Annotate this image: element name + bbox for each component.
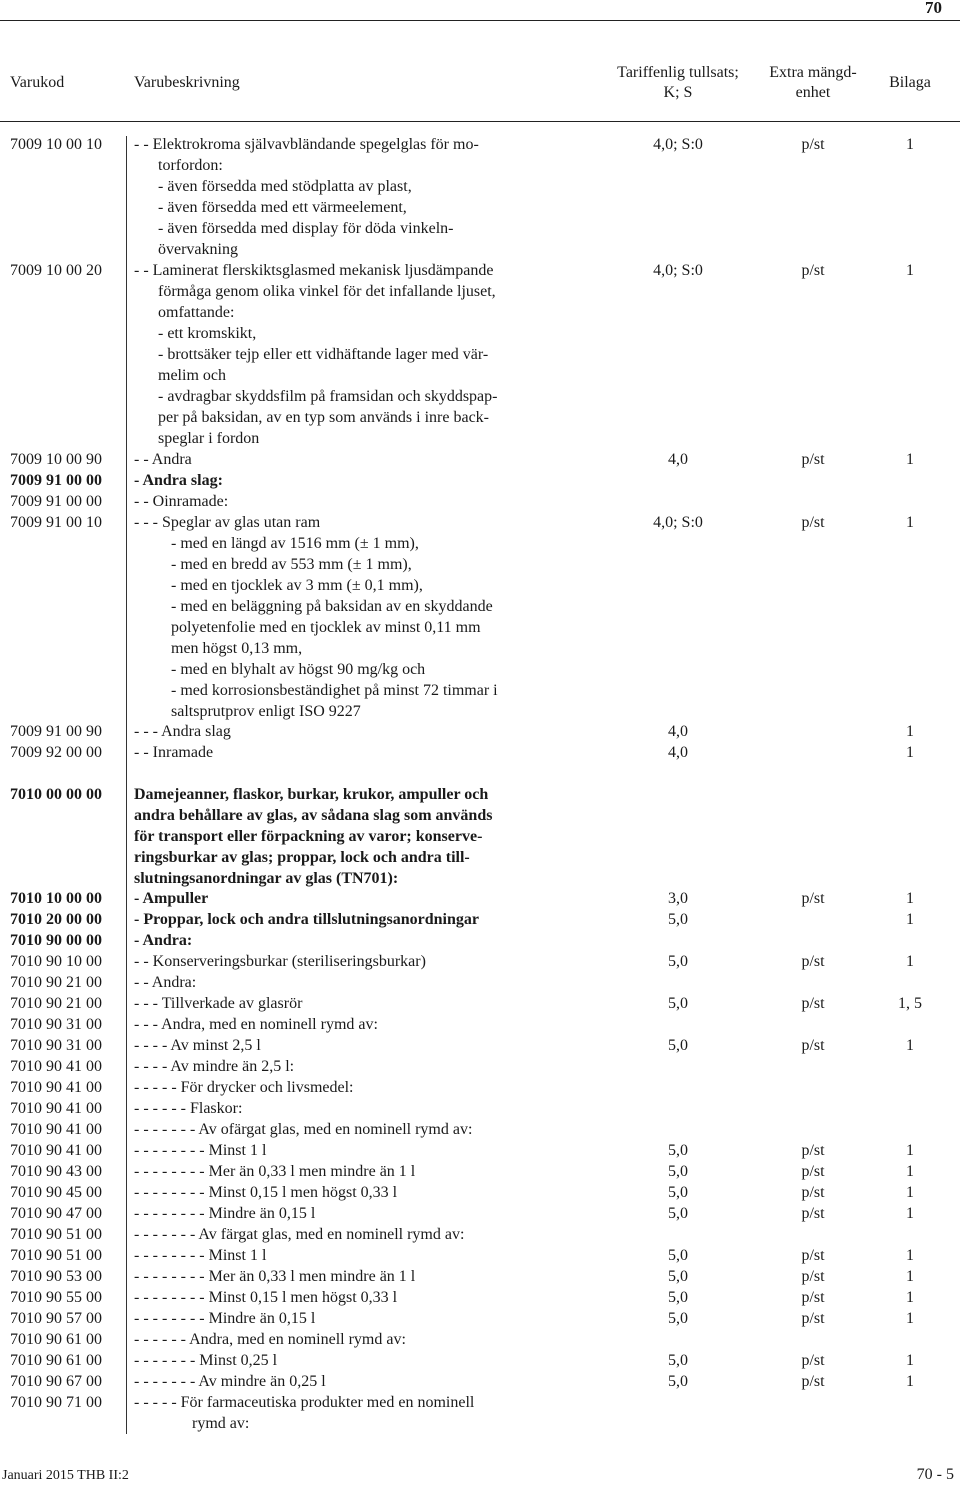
row-unit: p/st: [801, 262, 825, 279]
row-description-line: rymd av:: [192, 1415, 250, 1432]
page-number: 70: [925, 0, 942, 17]
footer-right: 70 - 5: [916, 1466, 954, 1483]
row-description-line: torfordon:: [158, 157, 223, 174]
row-bilaga: 1, 5: [898, 995, 922, 1012]
row-bilaga: 1: [906, 744, 914, 761]
row-code: 7010 90 31 00: [10, 1037, 102, 1054]
header-unit-line1: Extra mängd-: [769, 64, 857, 81]
row-code: 7010 90 61 00: [10, 1331, 102, 1348]
row-unit: p/st: [801, 1247, 825, 1264]
row-description-line: melim och: [158, 367, 226, 384]
row-unit: p/st: [801, 1310, 825, 1327]
row-code: 7010 90 57 00: [10, 1310, 102, 1327]
row-bilaga: 1: [906, 1163, 914, 1180]
row-description-line: - - - - - - - - Mindre än 0,15 l: [134, 1205, 316, 1222]
row-unit: p/st: [801, 1289, 825, 1306]
row-description-line: saltsprutprov enligt ISO 9227: [171, 703, 361, 720]
row-description-line: - - Inramade: [134, 744, 214, 761]
row-code: 7010 90 53 00: [10, 1268, 102, 1285]
row-bilaga: 1: [906, 1373, 914, 1390]
row-description-line: men högst 0,13 mm,: [171, 640, 303, 657]
row-unit: p/st: [801, 1352, 825, 1369]
row-description-line: förmåga genom olika vinkel för det infallande ljuset,: [158, 283, 496, 300]
header-unit: [758, 63, 868, 103]
row-bilaga: 1: [906, 1142, 914, 1159]
row-rate: 5,0: [668, 1352, 688, 1369]
row-description-line: - - Laminerat flerskiktsglasmed mekanisk ljusdämpande: [134, 262, 494, 279]
row-code: 7009 91 00 00: [10, 472, 102, 489]
row-rate: 5,0: [668, 1184, 688, 1201]
row-code: 7010 90 00 00: [10, 932, 102, 949]
row-code: 7009 91 00 00: [10, 493, 102, 510]
row-description-line: - - - - - - - Minst 0,25 l: [134, 1352, 278, 1369]
row-description-line: - - - - - - Andra, med en nominell rymd av:: [134, 1331, 406, 1348]
row-code: 7009 91 00 90: [10, 723, 102, 740]
row-code: 7010 90 31 00: [10, 1016, 102, 1033]
row-code: 7010 90 51 00: [10, 1247, 102, 1264]
row-description-line: - - - - - - - - Mer än 0,33 l men mindre än 1 l: [134, 1268, 416, 1285]
row-code: 7010 90 21 00: [10, 974, 102, 991]
row-rate: 5,0: [668, 953, 688, 970]
row-description-line: - med en längd av 1516 mm (± 1 mm),: [171, 535, 419, 552]
header-rate-line1: Tariffenlig tullsats;: [617, 64, 739, 81]
row-code: 7010 90 41 00: [10, 1079, 102, 1096]
row-code: 7010 90 47 00: [10, 1205, 102, 1222]
row-bilaga: 1: [906, 953, 914, 970]
row-code: 7010 90 21 00: [10, 995, 102, 1012]
row-bilaga: 1: [906, 1310, 914, 1327]
row-description-line: - Proppar, lock och andra tillslutningsanordningar: [134, 911, 479, 928]
row-code: 7010 90 45 00: [10, 1184, 102, 1201]
row-rate: 5,0: [668, 1268, 688, 1285]
header-unit-line2: enhet: [795, 84, 831, 101]
row-code: 7010 90 71 00: [10, 1394, 102, 1411]
row-bilaga: 1: [906, 1268, 914, 1285]
row-description-line: omfattande:: [158, 304, 235, 321]
row-code: 7009 10 00 10: [10, 136, 102, 153]
row-code: 7010 90 51 00: [10, 1226, 102, 1243]
row-unit: p/st: [801, 995, 825, 1012]
row-rate: 4,0: [668, 723, 688, 740]
column-divider-1: [126, 136, 127, 1434]
row-rate: 4,0; S:0: [653, 514, 703, 531]
row-description-line: andra behållare av glas, av sådana slag som används: [134, 807, 493, 824]
row-description-line: - - - - - - - - Minst 0,15 l men högst 0,33 l: [134, 1184, 398, 1201]
row-bilaga: 1: [906, 1205, 914, 1222]
header-rate: [598, 63, 758, 103]
row-unit: p/st: [801, 890, 825, 907]
header-code: Varukod: [10, 74, 65, 91]
row-rate: 4,0; S:0: [653, 262, 703, 279]
row-description-line: - - - - - För drycker och livsmedel:: [134, 1079, 354, 1096]
row-code: 7010 90 61 00: [10, 1352, 102, 1369]
row-description-line: - - - - - - - Av ofärgat glas, med en nominell rymd av:: [134, 1121, 473, 1138]
row-code: 7010 90 67 00: [10, 1373, 102, 1390]
row-bilaga: 1: [906, 1352, 914, 1369]
row-code: 7010 00 00 00: [10, 786, 102, 803]
row-description-line: slutningsanordningar av glas (TN701):: [134, 870, 399, 887]
row-rate: 5,0: [668, 1247, 688, 1264]
row-description-line: - - Andra: [134, 451, 192, 468]
row-description-line: - - - Tillverkade av glasrör: [134, 995, 303, 1012]
row-rate: 5,0: [668, 1163, 688, 1180]
column-divider-2: [126, 122, 127, 136]
row-description-line: - även försedda med stödplatta av plast,: [158, 178, 412, 195]
row-description-line: - med en bredd av 553 mm (± 1 mm),: [171, 556, 412, 573]
row-description-line: - med korrosionsbeständighet på minst 72 timmar i: [171, 682, 498, 699]
row-bilaga: 1: [906, 890, 914, 907]
row-unit: p/st: [801, 451, 825, 468]
row-rate: 5,0: [668, 1373, 688, 1390]
footer-left: Januari 2015 THB II:2: [2, 1468, 129, 1483]
row-description-line: - - Oinramade:: [134, 493, 229, 510]
row-unit: p/st: [801, 953, 825, 970]
row-unit: p/st: [801, 514, 825, 531]
row-rate: 5,0: [668, 1037, 688, 1054]
row-bilaga: 1: [906, 911, 914, 928]
row-code: 7010 20 00 00: [10, 911, 102, 928]
row-description-line: - avdragbar skyddsfilm på framsidan och skyddspap-: [158, 388, 498, 405]
row-bilaga: 1: [906, 1247, 914, 1264]
row-code: 7010 90 55 00: [10, 1289, 102, 1306]
row-rate: 4,0; S:0: [653, 136, 703, 153]
row-unit: p/st: [801, 1163, 825, 1180]
row-description-line: - - - - - - - - Minst 1 l: [134, 1247, 267, 1264]
row-bilaga: 1: [906, 1184, 914, 1201]
row-bilaga: 1: [906, 136, 914, 153]
row-rate: 5,0: [668, 1205, 688, 1222]
row-description-line: polyetenfolie med en tjocklek av minst 0,11 mm: [171, 619, 481, 636]
row-description-line: - med en beläggning på baksidan av en skyddande: [171, 598, 493, 615]
row-code: 7010 10 00 00: [10, 890, 102, 907]
row-bilaga: 1: [906, 514, 914, 531]
row-bilaga: 1: [906, 1037, 914, 1054]
row-rate: 5,0: [668, 1289, 688, 1306]
row-unit: p/st: [801, 1373, 825, 1390]
row-code: 7010 90 43 00: [10, 1163, 102, 1180]
row-code: 7010 90 41 00: [10, 1058, 102, 1075]
row-description-line: - även försedda med display för döda vinkeln-: [158, 220, 454, 237]
row-description-line: - med en tjocklek av 3 mm (± 0,1 mm),: [171, 577, 423, 594]
row-code: 7009 10 00 20: [10, 262, 102, 279]
row-code: 7009 91 00 10: [10, 514, 102, 531]
row-unit: p/st: [801, 1184, 825, 1201]
row-code: 7010 90 10 00: [10, 953, 102, 970]
row-code: 7010 90 41 00: [10, 1121, 102, 1138]
row-description-line: Damejeanner, flaskor, burkar, krukor, ampuller och: [134, 786, 489, 803]
table-header: [0, 20, 960, 122]
row-description-line: - Andra:: [134, 932, 193, 949]
row-description-line: per på baksidan, av en typ som används i inre back-: [158, 409, 490, 426]
row-bilaga: 1: [906, 262, 914, 279]
row-description-line: - ett kromskikt,: [158, 325, 257, 342]
row-description-line: - - - Andra, med en nominell rymd av:: [134, 1016, 378, 1033]
row-description-line: - Andra slag:: [134, 472, 223, 489]
header-bilaga: Bilaga: [889, 74, 931, 91]
row-rate: 5,0: [668, 911, 688, 928]
row-rate: 5,0: [668, 1142, 688, 1159]
row-description-line: - - - - - - Flaskor:: [134, 1100, 243, 1117]
row-bilaga: 1: [906, 723, 914, 740]
row-description-line: - - - - - - - - Mindre än 0,15 l: [134, 1310, 316, 1327]
row-description-line: - - - - - - - - Minst 1 l: [134, 1142, 267, 1159]
row-description-line: - - - - Av minst 2,5 l: [134, 1037, 261, 1054]
row-description-line: - - Konserveringsburkar (steriliseringsburkar): [134, 953, 426, 970]
row-description-line: - - - - - - - Av färgat glas, med en nominell rymd av:: [134, 1226, 465, 1243]
row-unit: p/st: [801, 1205, 825, 1222]
row-description-line: övervakning: [158, 241, 238, 258]
header-description: Varubeskrivning: [134, 74, 240, 91]
row-description-line: - - - - - - - Av mindre än 0,25 l: [134, 1373, 326, 1390]
row-description-line: - även försedda med ett värmeelement,: [158, 199, 407, 216]
row-description-line: - - Andra:: [134, 974, 197, 991]
row-description-line: - - - Andra slag: [134, 723, 231, 740]
row-code: 7009 10 00 90: [10, 451, 102, 468]
row-rate: 4,0: [668, 451, 688, 468]
row-bilaga: 1: [906, 451, 914, 468]
row-description-line: - - - - Av mindre än 2,5 l:: [134, 1058, 295, 1075]
row-code: 7009 92 00 00: [10, 744, 102, 761]
row-code: 7010 90 41 00: [10, 1100, 102, 1117]
row-unit: p/st: [801, 1268, 825, 1285]
row-rate: 5,0: [668, 1310, 688, 1327]
row-rate: 5,0: [668, 995, 688, 1012]
row-rate: 4,0: [668, 744, 688, 761]
row-description-line: - - - Speglar av glas utan ram: [134, 514, 321, 531]
row-description-line: - brottsäker tejp eller ett vidhäftande lager med vär-: [158, 346, 489, 363]
row-description-line: - med en blyhalt av högst 90 mg/kg och: [171, 661, 426, 678]
row-description-line: - Ampuller: [134, 890, 209, 907]
row-description-line: speglar i fordon: [158, 430, 260, 447]
header-rate-line2: K; S: [663, 84, 693, 101]
row-description-line: - - Elektrokroma självavbländande spegelglas för mo-: [134, 136, 479, 153]
row-rate: 3,0: [668, 890, 688, 907]
row-description-line: - - - - - - - - Minst 0,15 l men högst 0,33 l: [134, 1289, 398, 1306]
row-code: 7010 90 41 00: [10, 1142, 102, 1159]
row-description-line: - - - - - För farmaceutiska produkter med en nominell: [134, 1394, 475, 1411]
row-description-line: för transport eller förpackning av varor; konserve-: [134, 828, 483, 845]
row-unit: p/st: [801, 1142, 825, 1159]
row-bilaga: 1: [906, 1289, 914, 1306]
row-unit: p/st: [801, 136, 825, 153]
row-description-line: - - - - - - - - Mer än 0,33 l men mindre än 1 l: [134, 1163, 416, 1180]
row-unit: p/st: [801, 1037, 825, 1054]
row-description-line: ringsburkar av glas; proppar, lock och andra till-: [134, 849, 470, 866]
